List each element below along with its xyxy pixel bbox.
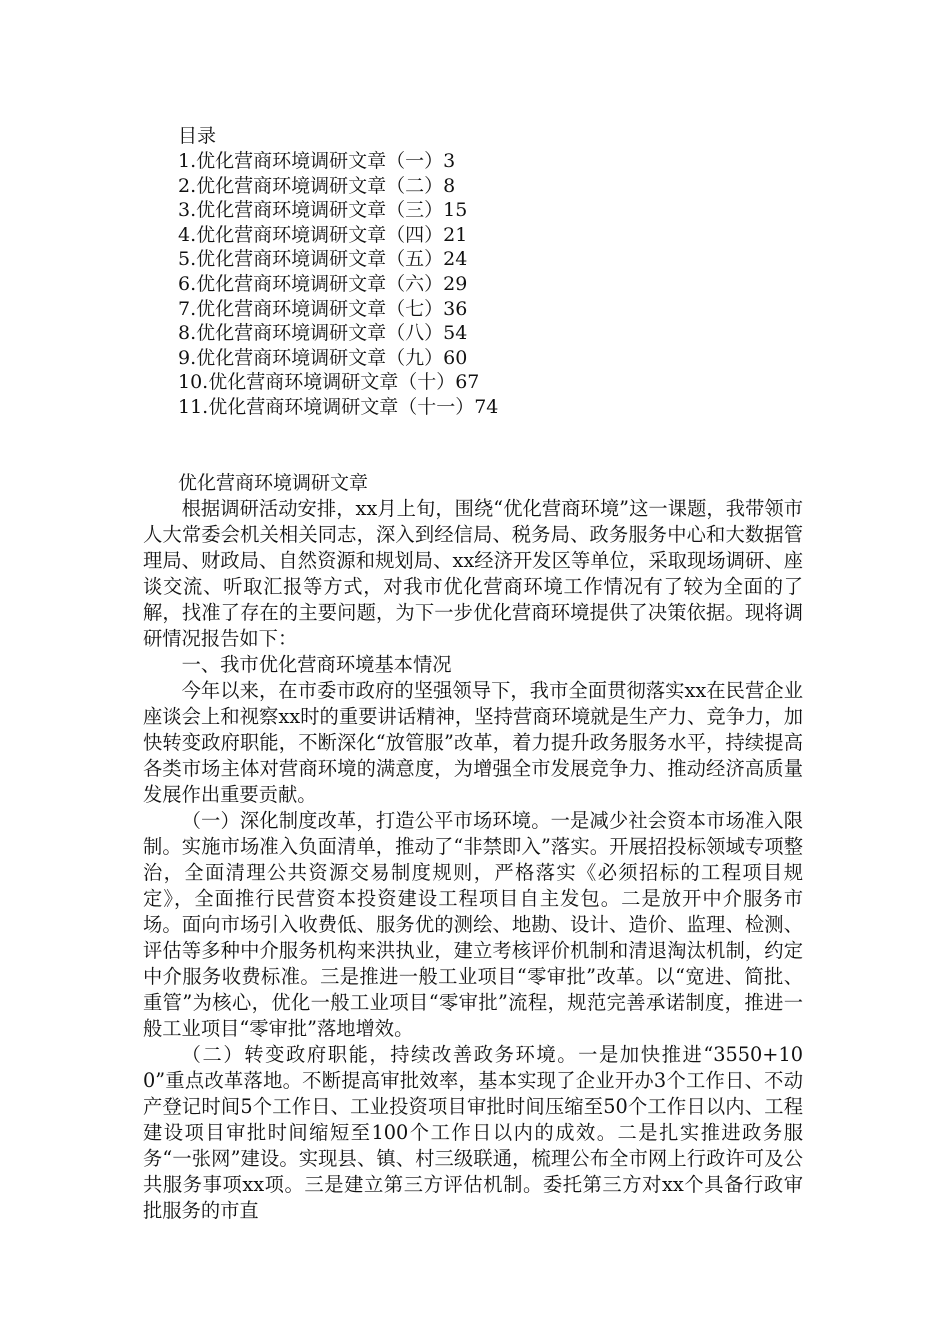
- toc-item[interactable]: 9.优化营商环境调研文章（九）60: [178, 346, 468, 369]
- toc-item[interactable]: 2.优化营商环境调研文章（二）8: [178, 174, 456, 197]
- toc-list: [178, 149, 798, 420]
- table-of-contents: [178, 124, 798, 420]
- toc-item[interactable]: 8.优化营商环境调研文章（八）54: [178, 322, 468, 345]
- toc-item[interactable]: 11.优化营商环境调研文章（十一）74: [178, 395, 499, 418]
- article-body: [143, 470, 803, 1224]
- paragraph-government: （二）转变政府职能，持续改善政务环境。一是加快推进“3550+100”重点改革落地。不断提高审批效率，基本实现了企业开办3个工作日、不动产登记时间5个工作日、工业投资项目审批时间压缩至50个工作日以内、工程建设项目审批时间缩短至100个工作日以内的成效。二是扎实推进政务服务“一张网”建设。实现县、镇、村三级联通，梳理公布全市网上行政许可及公共服务事项xx项。三是建立第三方评估机制。委托第三方对xx个具备行政审批服务的市直: [143, 1043, 803, 1222]
- paragraph-overview: 今年以来，在市委市政府的坚强领导下，我市全面贯彻落实xx在民营企业座谈会上和视察xx时的重要讲话精神，坚持营商环境就是生产力、竞争力，加快转变政府职能，不断深化“放管服”改革，着力提升政务服务水平，持续提高各类市场主体对营商环境的满意度，为增强全市发展竞争力、推动经济高质量发展作出重要贡献。: [143, 679, 803, 806]
- toc-item[interactable]: 10.优化营商环境调研文章（十）67: [178, 371, 480, 394]
- paragraph-intro: 根据调研活动安排，xx月上旬，围绕“优化营商环境”这一课题，我带领市人大常委会机关相关同志，深入到经信局、税务局、政务服务中心和大数据管理局、财政局、自然资源和规划局、xx经济开发区等单位，采取现场调研、座谈交流、听取汇报等方式，对我市优化营商环境工作情况有了较为全面的了解，找准了存在的主要问题，为下一步优化营商环境提供了决策依据。现将调研情况报告如下：: [143, 497, 803, 650]
- toc-title: 目录: [178, 125, 217, 147]
- section-heading: 一、我市优化营商环境基本情况: [181, 653, 452, 676]
- toc-item[interactable]: 6.优化营商环境调研文章（六）29: [178, 272, 468, 295]
- paragraph-market: （一）深化制度改革，打造公平市场环境。一是减少社会资本市场准入限制。实施市场准入负面清单，推动了“非禁即入”落实。开展招投标领域专项整治，全面清理公共资源交易制度规则，严格落实《必须招标的工程项目规定》，全面推行民营资本投资建设工程项目自主发包。二是放开中介服务市场。面向市场引入收费低、服务优的测绘、地勘、设计、造价、监理、检测、评估等多种中介服务机构来洪执业，建立考核评价机制和清退淘汰机制，约定中介服务收费标准。三是推进一般工业项目“零审批”改革。以“宽进、简批、重管”为核心，优化一般工业项目“零审批”流程，规范完善承诺制度，推进一般工业项目“零审批”落地增效。: [143, 809, 803, 1040]
- toc-item[interactable]: 3.优化营商环境调研文章（三）15: [178, 199, 468, 222]
- toc-item[interactable]: 5.优化营商环境调研文章（五）24: [178, 248, 468, 271]
- article-title: 优化营商环境调研文章: [178, 472, 369, 494]
- toc-item[interactable]: 7.优化营商环境调研文章（七）36: [178, 297, 468, 320]
- toc-item[interactable]: 1.优化营商环境调研文章（一）3: [178, 150, 456, 172]
- toc-item[interactable]: 4.优化营商环境调研文章（四）21: [178, 223, 468, 246]
